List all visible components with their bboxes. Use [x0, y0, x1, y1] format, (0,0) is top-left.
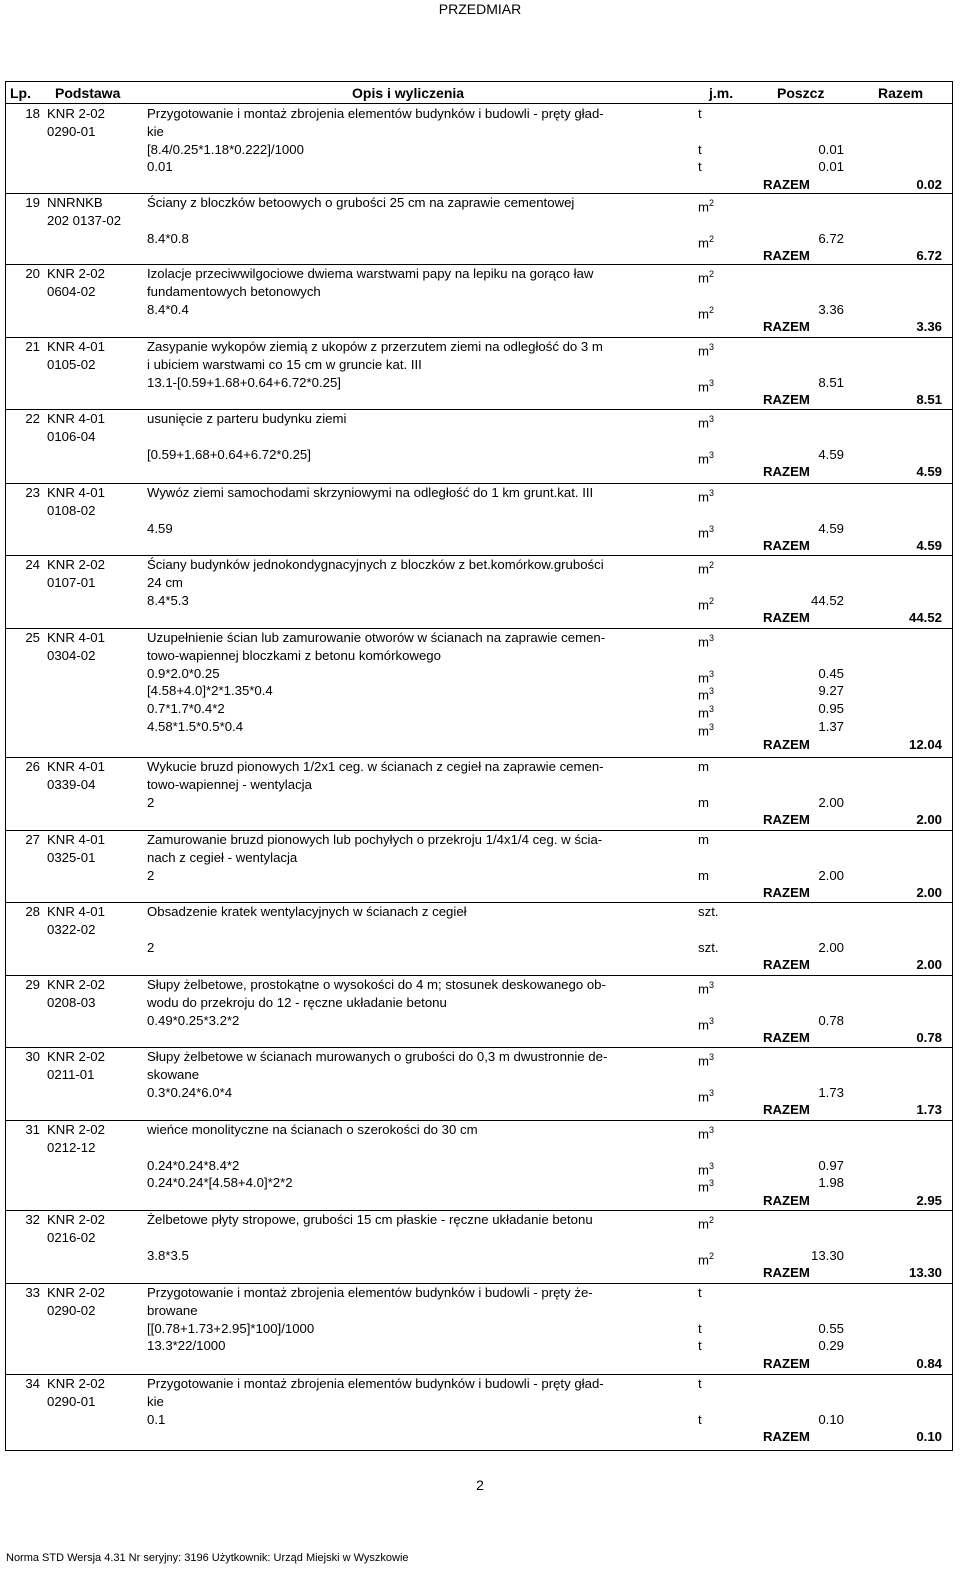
- item-basis: KNR 2-02: [47, 977, 105, 992]
- calc-expression: 4.58*1.5*0.5*0.4: [147, 719, 244, 734]
- calc-expression: [4.58+4.0]*2*1.35*0.4: [147, 683, 273, 699]
- calc-unit: $m^2$: [698, 233, 715, 250]
- calc-unit: $m^3$: [698, 1087, 715, 1104]
- razem-value: 0.02: [916, 177, 942, 193]
- calc-expression: 8.4*5.3: [147, 592, 189, 608]
- item-basis: 0105-02: [47, 356, 96, 372]
- calc-value: 13.30: [810, 1247, 844, 1263]
- item-lp: 28: [25, 904, 40, 919]
- item-description: Żelbetowe płyty stropowe, grubości 15 cm płaskie - ręczne układanie betonu: [147, 1212, 593, 1227]
- calc-value: 4.59: [818, 446, 844, 462]
- item-basis: 0290-02: [47, 1302, 96, 1318]
- calc-unit: szt.: [698, 939, 719, 955]
- row-separator: [5, 555, 953, 556]
- item-basis: 0290-01: [47, 123, 96, 139]
- row-separator: [5, 902, 953, 903]
- calc-unit: $m^3$: [698, 668, 715, 685]
- item-unit: m: [698, 759, 709, 774]
- item-basis: 0106-04: [47, 428, 96, 444]
- razem-value: 2.95: [916, 1193, 942, 1209]
- row-separator: [5, 337, 953, 338]
- item-basis: KNR 4-01: [47, 759, 105, 774]
- item-lp: 20: [25, 266, 40, 281]
- razem-label: RAZEM: [763, 538, 810, 554]
- item-lp: 31: [25, 1122, 40, 1137]
- page-number: 2: [476, 1477, 484, 1493]
- item-basis: KNR 4-01: [47, 339, 105, 354]
- item-basis: KNR 4-01: [47, 411, 105, 426]
- item-unit: $m^2$: [698, 269, 715, 286]
- calc-value: 0.78: [818, 1012, 844, 1028]
- calc-unit: t: [698, 159, 702, 175]
- item-description: wodu do przekroju do 12 - ręczne układanie betonu: [147, 994, 447, 1010]
- calc-unit: $m^3$: [698, 1178, 715, 1195]
- razem-value: 0.78: [916, 1030, 942, 1046]
- calc-expression: 0.7*1.7*0.4*2: [147, 701, 225, 717]
- razem-label: RAZEM: [763, 177, 810, 193]
- calc-value: 0.55: [818, 1320, 844, 1336]
- calc-expression: 0.3*0.24*6.0*4: [147, 1084, 233, 1100]
- col-header-razem: Razem: [878, 85, 924, 101]
- header-separator: [5, 103, 953, 104]
- calc-value: 2.00: [818, 794, 844, 810]
- row-separator: [5, 1374, 953, 1375]
- item-basis: KNR 4-01: [47, 904, 105, 919]
- item-description: Zamurowanie bruzd pionowych lub pochyłych o przekroju 1/4x1/4 ceg. w ścia-: [147, 832, 603, 847]
- item-description: Przygotowanie i montaż zbrojenia elementów budynków i budowli - pręty gład-: [147, 1376, 604, 1391]
- item-lp: 26: [25, 759, 40, 774]
- item-lp: 34: [25, 1376, 40, 1391]
- razem-label: RAZEM: [763, 736, 810, 752]
- razem-value: 4.59: [916, 464, 942, 480]
- razem-value: 44.52: [908, 610, 942, 626]
- item-lp: 32: [25, 1212, 40, 1227]
- calc-value: 8.51: [818, 374, 844, 390]
- row-separator: [5, 830, 953, 831]
- calc-unit: $m^3$: [698, 377, 715, 394]
- item-basis: KNR 2-02: [47, 557, 105, 572]
- item-basis: KNR 2-02: [47, 1285, 105, 1300]
- razem-value: 0.10: [916, 1429, 942, 1445]
- calc-unit: $m^3$: [698, 1015, 715, 1032]
- item-lp: 18: [25, 106, 40, 121]
- calc-expression: 13.1-[0.59+1.68+0.64+6.72*0.25]: [147, 374, 341, 390]
- razem-value: 2.00: [916, 957, 942, 973]
- col-header-podstawa: Podstawa: [55, 85, 121, 101]
- item-basis: 0339-04: [47, 776, 96, 792]
- item-description: skowane: [147, 1066, 200, 1082]
- row-separator: [5, 483, 953, 484]
- calc-value: 44.52: [810, 592, 844, 608]
- razem-label: RAZEM: [763, 885, 810, 901]
- item-basis: KNR 2-02: [47, 1122, 105, 1137]
- calc-value: 0.95: [818, 701, 844, 717]
- item-description: nach z cegieł - wentylacja: [147, 849, 298, 865]
- item-unit: $m^2$: [698, 198, 715, 215]
- calc-unit: $m^2$: [698, 304, 715, 321]
- calc-expression: 0.24*0.24*[4.58+4.0]*2*2: [147, 1175, 293, 1191]
- item-basis: 0211-01: [47, 1066, 95, 1082]
- razem-label: RAZEM: [763, 1356, 810, 1372]
- item-basis: NNRNKB: [47, 195, 103, 210]
- calc-unit: $m^3$: [698, 1160, 715, 1177]
- item-description: towo-wapiennej - wentylacja: [147, 776, 312, 792]
- calc-expression: 3.8*3.5: [147, 1247, 189, 1263]
- calc-expression: 4.59: [147, 520, 173, 536]
- calc-expression: 2: [147, 939, 155, 955]
- calc-expression: 8.4*0.8: [147, 230, 189, 246]
- calc-value: 6.72: [818, 230, 844, 246]
- razem-value: 4.59: [916, 538, 942, 554]
- item-description: Przygotowanie i montaż zbrojenia elementów budynków i budowli - pręty gład-: [147, 106, 604, 121]
- item-description: kie: [147, 123, 164, 139]
- row-separator: [5, 409, 953, 410]
- calc-expression: [[0.78+1.73+2.95]*100]/1000: [147, 1320, 315, 1336]
- item-description: towo-wapiennej bloczkami z betonu komórkowego: [147, 647, 441, 663]
- item-lp: 22: [25, 411, 40, 426]
- col-header-opis: Opis i wyliczenia: [352, 85, 465, 101]
- item-lp: 27: [25, 832, 40, 847]
- calc-value: 1.73: [818, 1084, 844, 1100]
- razem-label: RAZEM: [763, 1102, 810, 1118]
- razem-value: 2.00: [916, 812, 942, 828]
- item-description: browane: [147, 1302, 198, 1318]
- item-unit: $m^3$: [698, 980, 715, 997]
- item-basis: 0208-03: [47, 994, 96, 1010]
- item-description: usunięcie z parteru budynku ziemi: [147, 411, 347, 426]
- item-description: Izolacje przeciwwilgociowe dwiema warstwami papy na lepiku na gorąco ław: [147, 266, 594, 281]
- item-basis: 0216-02: [47, 1229, 96, 1245]
- razem-label: RAZEM: [763, 610, 810, 626]
- row-separator: [5, 1047, 953, 1048]
- col-header-lp: Lp.: [10, 85, 31, 101]
- razem-label: RAZEM: [763, 1429, 810, 1445]
- item-lp: 21: [25, 339, 40, 354]
- item-unit: $m^3$: [698, 1052, 715, 1069]
- calc-value: 0.10: [818, 1411, 844, 1427]
- item-basis: 0108-02: [47, 502, 96, 518]
- calc-expression: 0.24*0.24*8.4*2: [147, 1157, 240, 1173]
- item-basis: 0604-02: [47, 283, 96, 299]
- calc-unit: m: [698, 794, 709, 810]
- razem-label: RAZEM: [763, 1030, 810, 1046]
- calc-unit: t: [698, 1411, 702, 1427]
- calc-unit: $m^3$: [698, 704, 715, 721]
- razem-label: RAZEM: [763, 392, 810, 408]
- item-description: i ubiciem warstwami co 15 cm w gruncie kat. III: [147, 356, 422, 372]
- item-basis: KNR 2-02: [47, 266, 105, 281]
- col-header-poszcz: Poszcz: [777, 85, 825, 101]
- calc-expression: 0.01: [147, 159, 173, 175]
- calc-expression: [8.4/0.25*1.18*0.222]/1000: [147, 141, 304, 157]
- calc-value: 4.59: [818, 520, 844, 536]
- item-basis: KNR 4-01: [47, 485, 105, 500]
- item-basis: 0212-12: [47, 1139, 96, 1155]
- razem-value: 12.04: [908, 736, 942, 752]
- item-unit: $m^3$: [698, 633, 715, 650]
- calc-value: 2.00: [818, 939, 844, 955]
- item-description: Obsadzenie kratek wentylacyjnych w ścianach z cegieł: [147, 904, 467, 919]
- calc-unit: $m^2$: [698, 1250, 715, 1267]
- item-description: Wykucie bruzd pionowych 1/2x1 ceg. w ścianach z cegieł na zaprawie cemen-: [147, 759, 604, 774]
- razem-value: 3.36: [916, 319, 942, 335]
- razem-label: RAZEM: [763, 248, 810, 264]
- item-description: Zasypanie wykopów ziemią z ukopów z przerzutem ziemi na odległość do 3 m: [147, 339, 603, 354]
- razem-value: 6.72: [916, 248, 942, 264]
- razem-label: RAZEM: [763, 1265, 810, 1281]
- calc-value: 0.97: [818, 1157, 844, 1173]
- item-basis: 0304-02: [47, 647, 96, 663]
- razem-label: RAZEM: [763, 464, 810, 480]
- item-basis: KNR 2-02: [47, 106, 105, 121]
- razem-value: 1.73: [916, 1102, 942, 1118]
- calc-value: 0.45: [818, 665, 844, 681]
- page-title: PRZEDMIAR: [438, 1, 522, 17]
- item-unit: $m^3$: [698, 488, 715, 505]
- razem-label: RAZEM: [763, 957, 810, 973]
- calc-expression: 0.1: [147, 1411, 166, 1427]
- row-separator: [5, 757, 953, 758]
- calc-expression: 0.9*2.0*0.25: [147, 665, 220, 681]
- row-separator: [5, 264, 953, 265]
- item-unit: $m^3$: [698, 342, 715, 359]
- razem-label: RAZEM: [763, 319, 810, 335]
- item-description: Ściany budynków jednokondygnacyjnych z bloczków z bet.komórkow.grubości: [147, 557, 604, 572]
- item-basis: 0290-01: [47, 1393, 96, 1409]
- calc-unit: t: [698, 1338, 702, 1354]
- row-separator: [5, 628, 953, 629]
- row-separator: [5, 193, 953, 194]
- item-lp: 33: [25, 1285, 40, 1300]
- razem-value: 13.30: [908, 1265, 942, 1281]
- item-lp: 19: [25, 195, 40, 210]
- item-basis: 0325-01: [47, 849, 96, 865]
- item-unit: t: [698, 106, 702, 121]
- calc-value: 0.29: [818, 1338, 844, 1354]
- item-unit: t: [698, 1285, 702, 1300]
- calc-expression: 8.4*0.4: [147, 301, 189, 317]
- item-lp: 25: [25, 630, 40, 645]
- item-unit: szt.: [698, 904, 719, 919]
- row-separator: [5, 1283, 953, 1284]
- row-separator: [5, 1210, 953, 1211]
- item-unit: t: [698, 1376, 702, 1391]
- calc-unit: t: [698, 141, 702, 157]
- item-description: Słupy żelbetowe, prostokątne o wysokości do 4 m; stosunek deskowanego ob-: [147, 977, 606, 992]
- item-unit: $m^3$: [698, 414, 715, 431]
- row-separator: [5, 1120, 953, 1121]
- razem-label: RAZEM: [763, 812, 810, 828]
- calc-expression: 2: [147, 794, 155, 810]
- item-basis: KNR 2-02: [47, 1212, 105, 1227]
- item-description: kie: [147, 1393, 164, 1409]
- calc-value: 3.36: [818, 301, 844, 317]
- calc-unit: $m^3$: [698, 686, 715, 703]
- calc-unit: $m^3$: [698, 449, 715, 466]
- item-unit: m: [698, 832, 709, 847]
- footer-text: Norma STD Wersja 4.31 Nr seryjny: 3196 Użytkownik: Urząd Miejski w Wyszkowie: [6, 1552, 409, 1564]
- razem-value: 8.51: [916, 392, 942, 408]
- item-description: Uzupełnienie ścian lub zamurowanie otworów w ścianach na zaprawie cemen-: [147, 630, 606, 645]
- item-basis: 0107-01: [47, 574, 96, 590]
- calc-value: 1.98: [818, 1175, 844, 1191]
- calc-unit: $m^2$: [698, 595, 715, 612]
- calc-value: 0.01: [818, 159, 844, 175]
- item-basis: KNR 4-01: [47, 832, 105, 847]
- item-description: Słupy żelbetowe w ścianach murowanych o grubości do 0,3 m dwustronnie de-: [147, 1049, 608, 1064]
- item-unit: $m^2$: [698, 1215, 715, 1232]
- item-lp: 24: [25, 557, 40, 572]
- col-header-jm: j.m.: [709, 85, 734, 101]
- calc-value: 0.01: [818, 141, 844, 157]
- item-basis: 0322-02: [47, 921, 96, 937]
- calc-expression: 0.49*0.25*3.2*2: [147, 1012, 240, 1028]
- calc-expression: 2: [147, 867, 155, 883]
- item-lp: 29: [25, 977, 40, 992]
- item-basis: KNR 2-02: [47, 1049, 105, 1064]
- item-description: 24 cm: [147, 574, 183, 590]
- calc-expression: [0.59+1.68+0.64+6.72*0.25]: [147, 446, 311, 462]
- item-description: Wywóz ziemi samochodami skrzyniowymi na odległość do 1 km grunt.kat. III: [147, 485, 594, 500]
- calc-unit: t: [698, 1320, 702, 1336]
- calc-unit: $m^3$: [698, 523, 715, 540]
- razem-label: RAZEM: [763, 1193, 810, 1209]
- calc-unit: $m^3$: [698, 722, 715, 739]
- calc-expression: 13.3*22/1000: [147, 1338, 226, 1354]
- calc-value: 9.27: [818, 683, 844, 699]
- item-unit: $m^3$: [698, 1125, 715, 1142]
- item-basis: 202 0137-02: [47, 212, 122, 228]
- item-lp: 23: [25, 485, 40, 500]
- calc-value: 1.37: [818, 719, 844, 734]
- item-description: fundamentowych betonowych: [147, 283, 321, 299]
- razem-value: 2.00: [916, 885, 942, 901]
- item-unit: $m^2$: [698, 560, 715, 577]
- item-lp: 30: [25, 1049, 40, 1064]
- calc-value: 2.00: [818, 867, 844, 883]
- row-separator: [5, 975, 953, 976]
- item-basis: KNR 4-01: [47, 630, 105, 645]
- item-description: wieńce monolityczne na ścianach o szerokości do 30 cm: [147, 1122, 478, 1137]
- razem-value: 0.84: [916, 1356, 942, 1372]
- item-description: Przygotowanie i montaż zbrojenia elementów budynków i budowli - pręty że-: [147, 1285, 593, 1300]
- calc-unit: m: [698, 867, 709, 883]
- item-basis: KNR 2-02: [47, 1376, 105, 1391]
- item-description: Ściany z bloczków betoowych o grubości 25 cm na zaprawie cementowej: [147, 195, 575, 210]
